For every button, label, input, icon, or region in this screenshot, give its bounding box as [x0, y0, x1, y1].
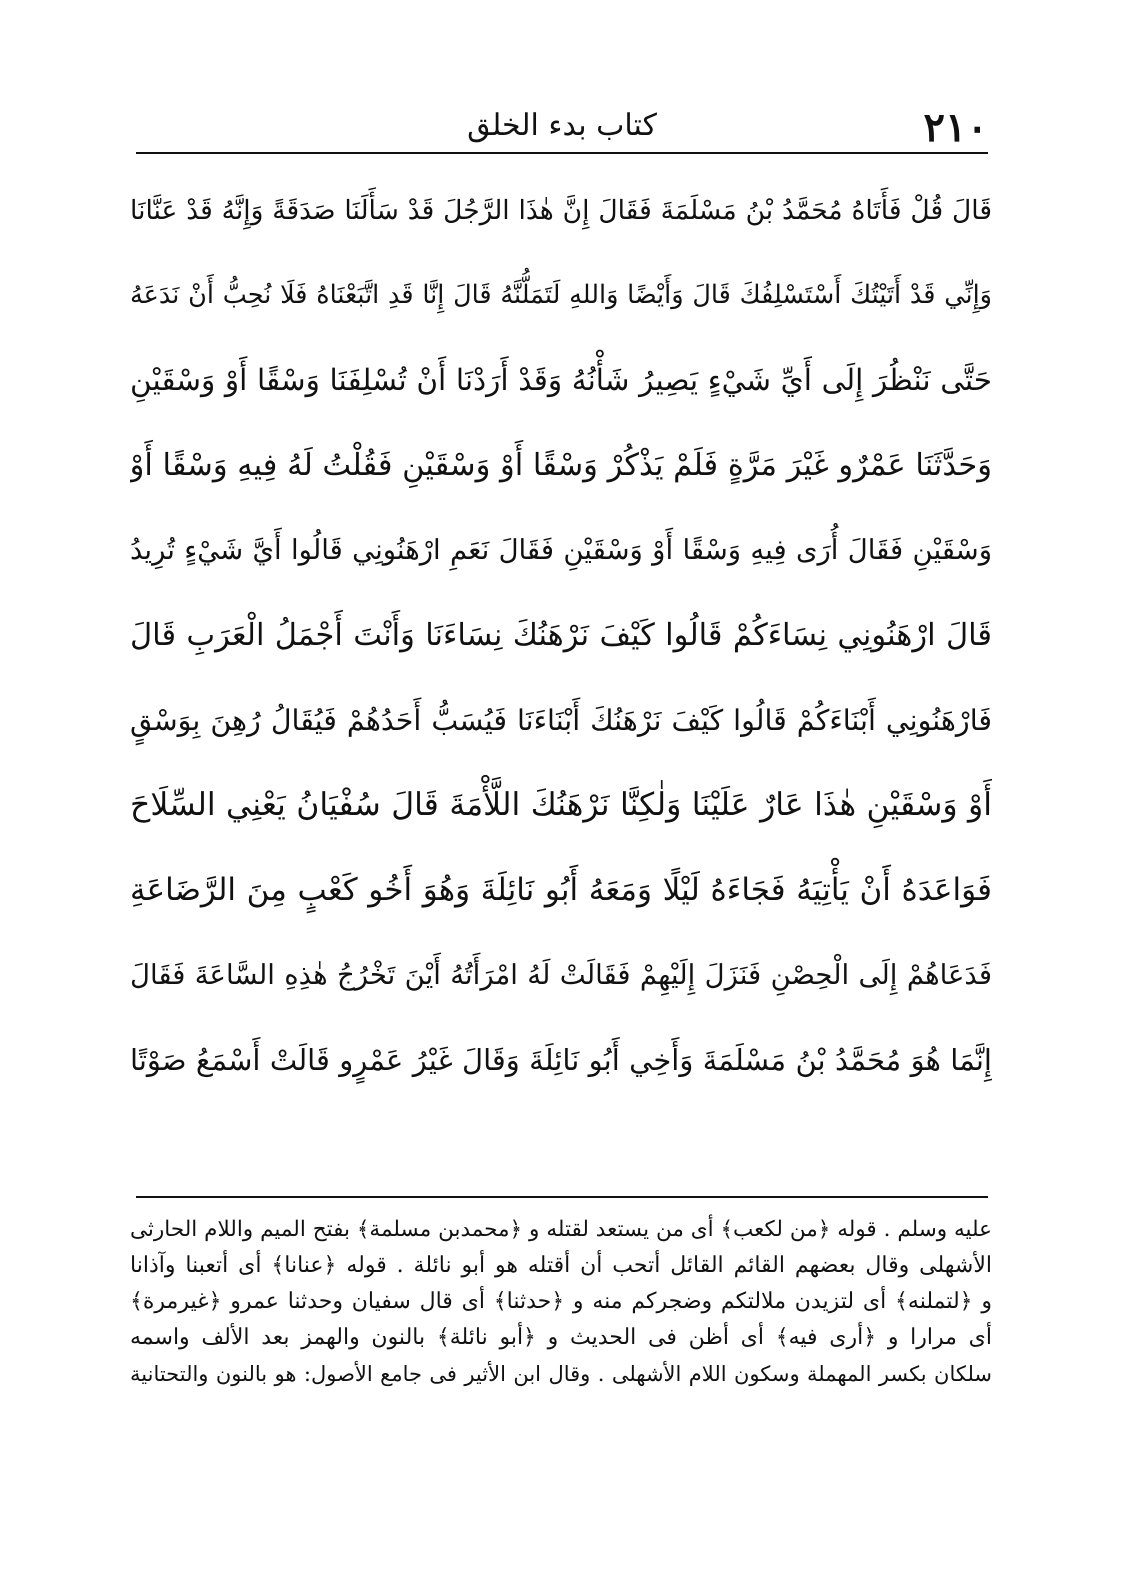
main-text-line: حَتَّى نَنْظُرَ إِلَى أَيِّ شَيْءٍ يَصِيرُ شَأْنُهُ وَقَدْ أَرَدْنَا أَنْ تُسْلِفَنَا وَسْقًا أَوْ وَسْقَيْنِ — [130, 363, 992, 397]
footnotes-block — [130, 1212, 992, 1392]
main-text-line: قَالَ ارْهَنُونِي نِسَاءَكُمْ قَالُوا كَيْفَ نَرْهَنُكَ نِسَاءَنَا وَأَنْتَ أَجْمَلُ الْعَرَبِ قَالَ — [130, 618, 992, 653]
main-text-line: فَدَعَاهُمْ إِلَى الْحِصْنِ فَنَزَلَ إِلَيْهِمْ فَقَالَتْ لَهُ امْرَأَتُهُ أَيْنَ تَخْرُجُ هٰذِهِ السَّاعَةَ فَقَالَ — [130, 959, 992, 991]
footnote-line: الأشهلى وقال بعضهم القائم القائل أتحب أن أقتله هو أبو نائلة . قوله ﴿عنانا﴾ أى أتعبنا وآذانا — [130, 1253, 992, 1278]
footnote-line: و ﴿لتملنه﴾ أى لتزيدن ملالتكم وضجركم منه و ﴿حدثنا﴾ أى قال سفيان وحدثنا عمرو ﴿غيرمرة﴾ — [130, 1289, 992, 1314]
page-header — [136, 96, 988, 152]
main-text-line: وَحَدَّثَنَا عَمْرٌو غَيْرَ مَرَّةٍ فَلَمْ يَذْكُرْ وَسْقًا أَوْ وَسْقَيْنِ فَقُلْتُ لَهُ فِيهِ وَسْقًا أَوْ — [130, 448, 992, 483]
main-text-line: إِنَّمَا هُوَ مُحَمَّدُ بْنُ مَسْلَمَةَ وَأَخِي أَبُو نَائِلَةَ وَقَالَ غَيْرُ عَمْرٍو قَالَتْ أَسْمَعُ صَوْتًا — [130, 1043, 992, 1077]
main-text-line: وَسْقَيْنِ فَقَالَ أُرَى فِيهِ وَسْقًا أَوْ وَسْقَيْنِ فَقَالَ نَعَمِ ارْهَنُونِي قَالُوا أَيَّ شَيْءٍ تُرِيدُ — [130, 534, 992, 566]
main-text-block — [130, 168, 992, 1103]
running-title: كتاب بدء الخلق — [467, 108, 657, 143]
main-text-line: قَالَ قُلْ فَأَتَاهُ مُحَمَّدُ بْنُ مَسْلَمَةَ فَقَالَ إِنَّ هٰذَا الرَّجُلَ قَدْ سَأَلَنَا صَدَقَةً وَإِنَّهُ قَدْ عَنَّانَا — [130, 195, 992, 226]
header-rule — [136, 152, 988, 154]
main-text-line: أَوْ وَسْقَيْنِ هٰذَا عَارٌ عَلَيْنَا وَلٰكِنَّا نَرْهَنُكَ اللَّأْمَةَ قَالَ سُفْيَانُ يَعْنِي السِّلَاحَ — [130, 787, 992, 823]
main-text-line: فَارْهَنُونِي أَبْنَاءَكُمْ قَالُوا كَيْفَ نَرْهَنُكَ أَبْنَاءَنَا فَيُسَبُّ أَحَدُهُمْ فَيُقَالُ رُهِنَ بِوَسْقٍ — [130, 704, 992, 737]
footnote-line: أى مرارا و ﴿أرى فيه﴾ أى أظن فى الحديث و ﴿أبو نائلة﴾ بالنون والهمز بعد الألف واسمه — [130, 1325, 992, 1350]
footnote-rule — [136, 1196, 988, 1198]
main-text-line: فَوَاعَدَهُ أَنْ يَأْتِيَهُ فَجَاءَهُ لَيْلًا وَمَعَهُ أَبُو نَائِلَةَ وَهُوَ أَخُو كَعْبٍ مِنَ الرَّضَاعَةِ — [130, 872, 992, 908]
footnote-line: سلكان بكسر المهملة وسكون اللام الأشهلى . وقال ابن الأثير فى جامع الأصول: هو بالنون والتحتانية — [130, 1362, 992, 1386]
footnote-line: عليه وسلم . قوله ﴿من لكعب﴾ أى من يستعد لقتله و ﴿محمدبن مسلمة﴾ بفتح الميم واللام الحارثى — [130, 1217, 992, 1242]
page-number: ٢١٠ — [923, 104, 988, 151]
main-text-line: وَإِنِّي قَدْ أَتَيْتُكَ أَسْتَسْلِفُكَ قَالَ وَأَيْضًا وَاللهِ لَتَمَلُّنَّهُ قَالَ إِنَّا قَدِ اتَّبَعْنَاهُ فَلَا نُحِبُّ أَنْ نَدَعَهُ — [130, 280, 992, 310]
